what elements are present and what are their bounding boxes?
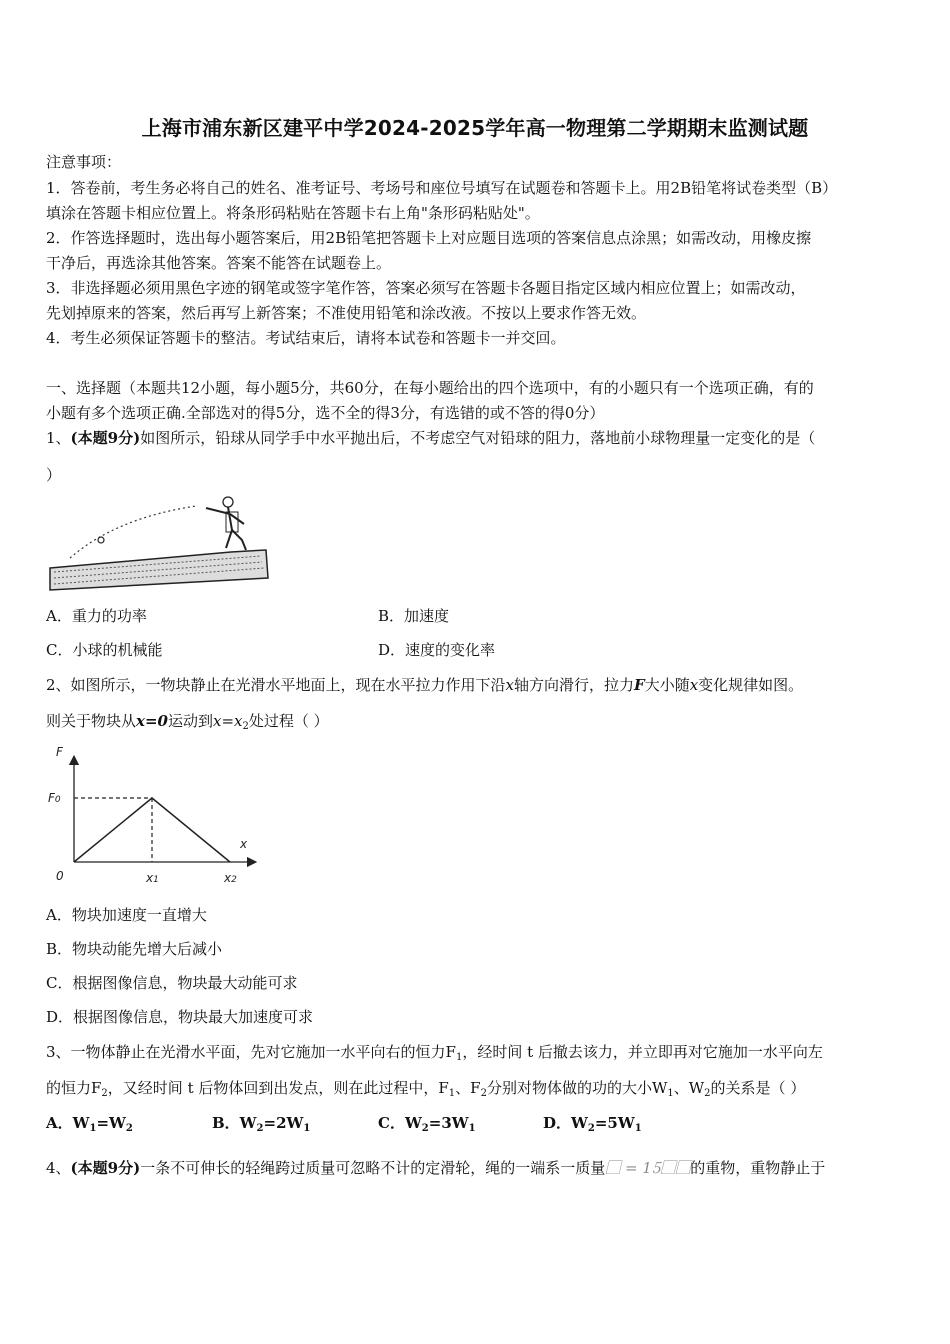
question-2-line-2: 则关于物块从x=0运动到$x=x_2$处过程（ ） xyxy=(46,712,329,732)
notice-heading: 注意事项： xyxy=(46,153,122,171)
axis-label-x: x xyxy=(240,837,248,851)
notice-line: 先划掉原来的答案，然后再写上新答案；不准使用铅笔和涂改液。不按以上要求作答无效。 xyxy=(46,304,647,322)
q3-option-b: B．$W_2=2W_1$ xyxy=(212,1114,311,1134)
notice-line: 填涂在答题卡相应位置上。将条形码粘贴在答题卡右上角"条形码粘贴处"。 xyxy=(46,204,540,222)
axis-label-f: F xyxy=(56,745,63,759)
question-1-close: ） xyxy=(46,466,62,484)
notice-line: 1．答卷前，考生务必将自己的姓名、准考证号、考场号和座位号填写在试题卷和答题卡上。用2B铅笔将试卷类型（B） xyxy=(46,179,838,197)
notice-line: 4．考生必须保证答题卡的整洁。考试结束后，请将本试卷和答题卡一并交回。 xyxy=(46,329,566,347)
q1-option-d: D．速度的变化率 xyxy=(378,641,496,659)
q2-option-a: A．物块加速度一直增大 xyxy=(46,906,207,924)
question-1: 1、(本题9分)如图所示，铅球从同学手中水平抛出后，不考虑空气对铅球的阻力，落地前小球物理量一定变化的是（ xyxy=(46,429,816,447)
origin-label: 0 xyxy=(56,869,64,883)
question-3-line-1: 3、一物体静止在光滑水平面，先对它施加一水平向右的恒力$F_1$，经时间 t 后撤去该力，并立即再对它施加一水平向左 xyxy=(46,1043,823,1063)
question-3-line-2: 的恒力$F_2$，又经时间 t 后物体回到出发点，则在此过程中，$F_1$、$F_2$分别对物体做的功的大小$W_1$、$W_2$的关系是（ ） xyxy=(46,1079,806,1099)
notice-line: 3．非选择题必须用黑色字迹的钢笔或签字笔作答，答案必须写在答题卡各题目指定区域内相应位置上；如需改动， xyxy=(46,279,806,297)
q2-option-b: B．物块动能先增大后减小 xyxy=(46,940,223,958)
q3-option-a: A．$W_1=W_2$ xyxy=(46,1114,133,1134)
section-heading: 小题有多个选项正确.全部选对的得5分，选不全的得3分，有选错的或不答的得0分） xyxy=(46,404,605,422)
q2-option-d: D．根据图像信息，物块最大加速度可求 xyxy=(46,1008,314,1026)
notice-line: 干净后，再选涂其他答案。答案不能答在试题卷上。 xyxy=(46,254,392,272)
q1-option-c: C．小球的机械能 xyxy=(46,641,163,659)
tick-label-x2: x2 xyxy=(224,871,237,885)
q1-option-a: A．重力的功率 xyxy=(46,607,147,625)
tick-label-f0: F0 xyxy=(48,791,61,805)
notice-line: 2．作答选择题时，选出每小题答案后，用2B铅笔把答题卡上对应题目选项的答案信息点涂黑；如需改动，用橡皮擦 xyxy=(46,229,812,247)
section-heading: 一、选择题（本题共12小题，每小题5分，共60分，在每小题给出的四个选项中，有的小题只有一个选项正确，有的 xyxy=(46,379,814,397)
tick-label-x1: x1 xyxy=(146,871,159,885)
question-4: 4、(本题9分)一条不可伸长的轻绳跨过质量可忽略不计的定滑轮，绳的一端系一质量⃞ = 15⃞⃞的重物，重物静止于 xyxy=(46,1159,826,1177)
formula-fragment: ⃞ = 15⃞⃞ xyxy=(605,1159,691,1177)
force-displacement-graph xyxy=(40,740,260,890)
page-title: 上海市浦东新区建平中学2024-2025学年高一物理第二学期期末监测试题 xyxy=(141,116,809,140)
question-2-line-1: 2、如图所示，一物块静止在光滑水平地面上，现在水平拉力作用下沿x轴方向滑行，拉力F大小随x变化规律如图。 xyxy=(46,676,804,694)
q2-option-c: C．根据图像信息，物块最大动能可求 xyxy=(46,974,298,992)
q3-option-d: D．$W_2=5W_1$ xyxy=(543,1114,642,1134)
q3-option-c: C．$W_2=3W_1$ xyxy=(378,1114,476,1134)
q1-option-b: B．加速度 xyxy=(378,607,450,625)
shot-put-figure xyxy=(46,490,276,595)
